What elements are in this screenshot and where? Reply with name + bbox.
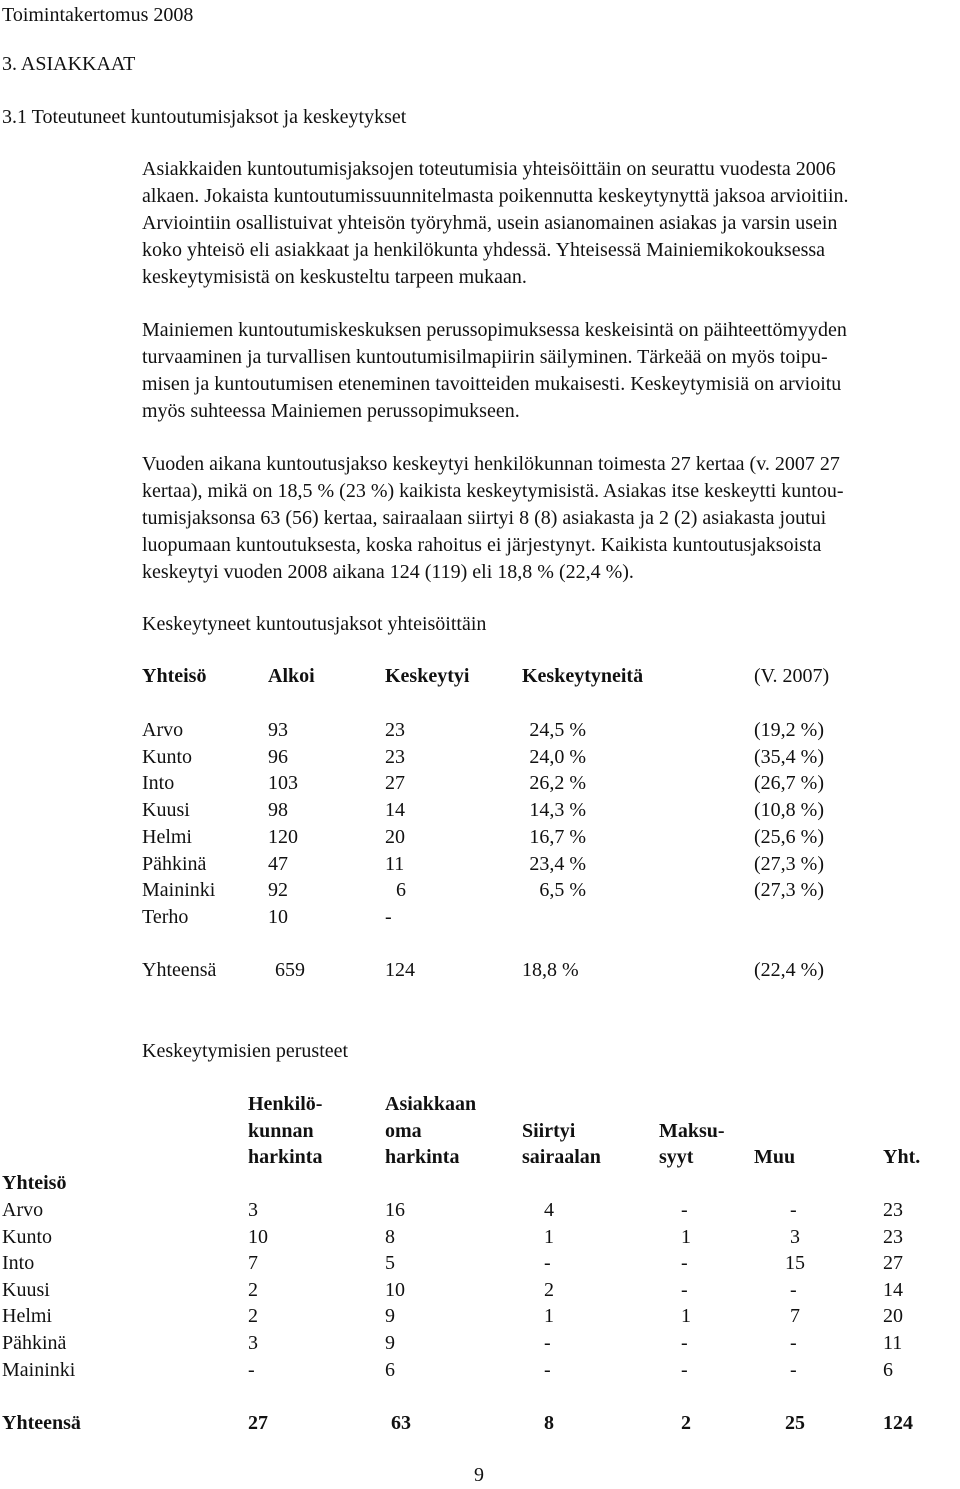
paragraph-line: tumisjaksonsa 63 (56) kertaa, sairaalaan siirtyi 8 (8) asiakasta ja 2 (2) asiakasta joutui: [142, 507, 827, 529]
table2-total-row: [0, 1410, 960, 1437]
table-cell: 2: [544, 1279, 554, 1301]
column-header: kunnan: [248, 1120, 314, 1142]
table-cell: 10: [385, 1279, 405, 1301]
table-row: [0, 1224, 960, 1251]
table-cell: Pähkinä: [2, 1332, 67, 1354]
table-cell: (26,7 %): [754, 772, 824, 794]
paragraph-line: turvaaminen ja turvallisen kuntoutumisilmapiirin säilyminen. Tärkeää on myös toipu-: [142, 346, 828, 368]
table2-row-label-header: [0, 1170, 960, 1197]
table-cell: 6: [396, 879, 406, 901]
table-cell: Yhteensä: [2, 1412, 81, 1434]
column-header: syyt: [659, 1146, 694, 1168]
table-cell: 5: [385, 1252, 395, 1274]
column-header: Keskeytyneitä: [522, 665, 644, 687]
table-cell: 14: [883, 1279, 903, 1301]
section-heading: 3. ASIAKKAAT: [2, 53, 136, 75]
column-header: Henkilö-: [248, 1093, 323, 1115]
table-cell: -: [681, 1279, 688, 1301]
table-cell: 2: [681, 1412, 691, 1434]
table2-header-row: [0, 1118, 960, 1145]
table-cell: -: [248, 1359, 255, 1381]
table-cell: 23: [883, 1226, 903, 1248]
table-cell: 16,7 %: [529, 826, 586, 848]
table-row: [0, 1357, 960, 1384]
table-cell: 9: [385, 1332, 395, 1354]
table-cell: 14,3 %: [529, 799, 586, 821]
table-cell: 11: [883, 1332, 903, 1354]
paragraph-line: alkaen. Jokaista kuntoutumissuunnitelmasta poikennutta keskeytynyttä jaksoa arvioitiin.: [142, 185, 849, 207]
table-cell: Arvo: [2, 1199, 44, 1221]
table-row: [0, 797, 960, 824]
table-cell: Arvo: [142, 719, 184, 741]
page-number: 9: [474, 1464, 484, 1486]
table-cell: 9: [385, 1305, 395, 1327]
table-cell: 2: [248, 1305, 258, 1327]
table-cell: 3: [248, 1332, 258, 1354]
table-cell: -: [790, 1359, 797, 1381]
table-cell: 124: [385, 959, 415, 981]
column-header: Alkoi: [268, 665, 315, 687]
table-cell: 8: [544, 1412, 554, 1434]
table-row: [0, 1250, 960, 1277]
table-cell: Kunto: [2, 1226, 52, 1248]
paragraph-line: keskeytymisistä on keskusteltu tarpeen mukaan.: [142, 266, 527, 288]
column-header: (V. 2007): [754, 665, 830, 687]
table-cell: 3: [248, 1199, 258, 1221]
paragraph-line: koko yhteisö eli asiakkaat ja henkilökunta yhdessä. Yhteisessä Mainiemikokouksessa: [142, 239, 826, 261]
table-cell: Maininki: [142, 879, 216, 901]
table-cell: 63: [391, 1412, 411, 1434]
table-cell: 1: [544, 1305, 554, 1327]
table-cell: 23,4 %: [529, 853, 586, 875]
paragraph-line: kertaa), mikä on 18,5 % (23 %) kaikista keskeytymisistä. Asiakas itse keskeytti kuntou-: [142, 480, 844, 502]
column-header: Siirtyi: [522, 1120, 576, 1142]
subsection-heading: 3.1 Toteutuneet kuntoutumisjaksot ja keskeytykset: [2, 106, 407, 128]
table-row: [0, 1197, 960, 1224]
table-cell: 120: [268, 826, 298, 848]
table-cell: Into: [2, 1252, 35, 1274]
column-header: oma: [385, 1120, 422, 1142]
table-cell: Helmi: [2, 1305, 52, 1327]
table-cell: 92: [268, 879, 288, 901]
paragraph-line: Arviointiin osallistuivat yhteisön työryhmä, usein asianomainen asiakas ja varsin usein: [142, 212, 838, 234]
table-cell: 4: [544, 1199, 554, 1221]
column-header: Maksu-: [659, 1120, 725, 1142]
table-cell: 14: [385, 799, 405, 821]
table-cell: -: [385, 906, 392, 928]
column-header: Keskeytyi: [385, 665, 470, 687]
table-row: [0, 877, 960, 904]
table-cell: -: [681, 1252, 688, 1274]
column-header: sairaalan: [522, 1146, 601, 1168]
paragraph-3: [142, 451, 960, 586]
table-cell: (35,4 %): [754, 746, 824, 768]
table-cell: -: [681, 1359, 688, 1381]
table-cell: 1: [681, 1305, 691, 1327]
table-cell: (25,6 %): [754, 826, 824, 848]
table-cell: Terho: [142, 906, 189, 928]
table-cell: Kuusi: [2, 1279, 50, 1301]
table-cell: 1: [544, 1226, 554, 1248]
table-cell: -: [681, 1199, 688, 1221]
table-cell: 6: [883, 1359, 893, 1381]
table-cell: Kunto: [142, 746, 192, 768]
table-cell: -: [681, 1332, 688, 1354]
table-cell: 27: [385, 772, 405, 794]
table1-total-row: [0, 957, 960, 984]
column-header: Yhteisö: [2, 1172, 67, 1194]
table-cell: 11: [385, 853, 405, 875]
table-cell: 47: [268, 853, 288, 875]
table-cell: Into: [142, 772, 175, 794]
table-cell: (27,3 %): [754, 879, 824, 901]
table-cell: 3: [790, 1226, 800, 1248]
table-cell: 15: [785, 1252, 805, 1274]
table-row: [0, 1303, 960, 1330]
table-row: [0, 1277, 960, 1304]
table-cell: Maininki: [2, 1359, 76, 1381]
table-cell: 659: [275, 959, 305, 981]
paragraph-line: misen ja kuntoutumisen eteneminen tavoitteiden mukaisesti. Keskeytymisiä on arvioitu: [142, 373, 842, 395]
table-cell: 18,8 %: [522, 959, 579, 981]
table-cell: 98: [268, 799, 288, 821]
table-cell: -: [790, 1199, 797, 1221]
table-row: [0, 744, 960, 771]
table-row: [0, 717, 960, 744]
table-cell: 93: [268, 719, 288, 741]
document-title: Toimintakertomus 2008: [2, 4, 194, 26]
paragraph-line: myös suhteessa Mainiemen perussopimukseen.: [142, 400, 520, 422]
table-cell: 26,2 %: [529, 772, 586, 794]
table-cell: 6: [385, 1359, 395, 1381]
table2-header-row: [0, 1091, 960, 1118]
table-cell: 20: [883, 1305, 903, 1327]
paragraph-line: luopumaan kuntoutuksesta, koska rahoitus ei järjestynyt. Kaikista kuntoutusjaksoista: [142, 534, 822, 556]
table-cell: 10: [248, 1226, 268, 1248]
table-cell: (22,4 %): [754, 959, 824, 981]
table-cell: 96: [268, 746, 288, 768]
table2-header-row: [0, 1144, 960, 1171]
table-cell: -: [790, 1279, 797, 1301]
table-cell: Kuusi: [142, 799, 190, 821]
table-row: [0, 1330, 960, 1357]
table1-caption: Keskeytyneet kuntoutusjaksot yhteisöittäin: [142, 613, 487, 635]
table-cell: 8: [385, 1226, 395, 1248]
paragraph-line: Mainiemen kuntoutumiskeskuksen perussopimuksessa keskeisintä on päihteettömyyden: [142, 319, 847, 341]
column-header: Yht.: [883, 1146, 921, 1168]
table-cell: 23: [385, 746, 405, 768]
table-cell: -: [544, 1332, 551, 1354]
table-cell: Pähkinä: [142, 853, 207, 875]
paragraph-1: [142, 156, 960, 291]
table-row: [0, 770, 960, 797]
table-cell: 20: [385, 826, 405, 848]
column-header: Muu: [754, 1146, 796, 1168]
table1-header-row: [0, 663, 960, 690]
table-cell: -: [790, 1332, 797, 1354]
paragraph-line: Vuoden aikana kuntoutusjakso keskeytyi henkilökunnan toimesta 27 kertaa (v. 2007 27: [142, 453, 840, 475]
column-header: harkinta: [385, 1146, 460, 1168]
table-cell: 27: [883, 1252, 903, 1274]
table-cell: (27,3 %): [754, 853, 824, 875]
table-row: [0, 851, 960, 878]
paragraph-line: keskeytyi vuoden 2008 aikana 124 (119) eli 18,8 % (22,4 %).: [142, 561, 634, 583]
table-cell: (19,2 %): [754, 719, 824, 741]
table-cell: 2: [248, 1279, 258, 1301]
column-header: harkinta: [248, 1146, 323, 1168]
table-cell: 23: [883, 1199, 903, 1221]
table-cell: 27: [248, 1412, 268, 1434]
table-cell: 6,5 %: [539, 879, 586, 901]
table-cell: Helmi: [142, 826, 192, 848]
table-cell: (10,8 %): [754, 799, 824, 821]
table-cell: 24,0 %: [529, 746, 586, 768]
table-cell: 7: [248, 1252, 258, 1274]
table-row: [0, 904, 960, 931]
column-header: Yhteisö: [142, 665, 207, 687]
table2-caption: Keskeytymisien perusteet: [142, 1040, 349, 1062]
table-row: [0, 824, 960, 851]
table-cell: 25: [785, 1412, 805, 1434]
table-cell: 23: [385, 719, 405, 741]
table-cell: 24,5 %: [529, 719, 586, 741]
table-cell: -: [544, 1252, 551, 1274]
table-cell: 1: [681, 1226, 691, 1248]
paragraph-2: [142, 317, 960, 425]
paragraph-line: Asiakkaiden kuntoutumisjaksojen toteutumisia yhteisöittäin on seurattu vuodesta 2006: [142, 158, 836, 180]
table-cell: 124: [883, 1412, 913, 1434]
table-cell: 16: [385, 1199, 405, 1221]
table-cell: -: [544, 1359, 551, 1381]
table-cell: 7: [790, 1305, 800, 1327]
table-cell: 103: [268, 772, 298, 794]
column-header: Asiakkaan: [385, 1093, 477, 1115]
table-cell: 10: [268, 906, 288, 928]
table-cell: Yhteensä: [142, 959, 217, 981]
